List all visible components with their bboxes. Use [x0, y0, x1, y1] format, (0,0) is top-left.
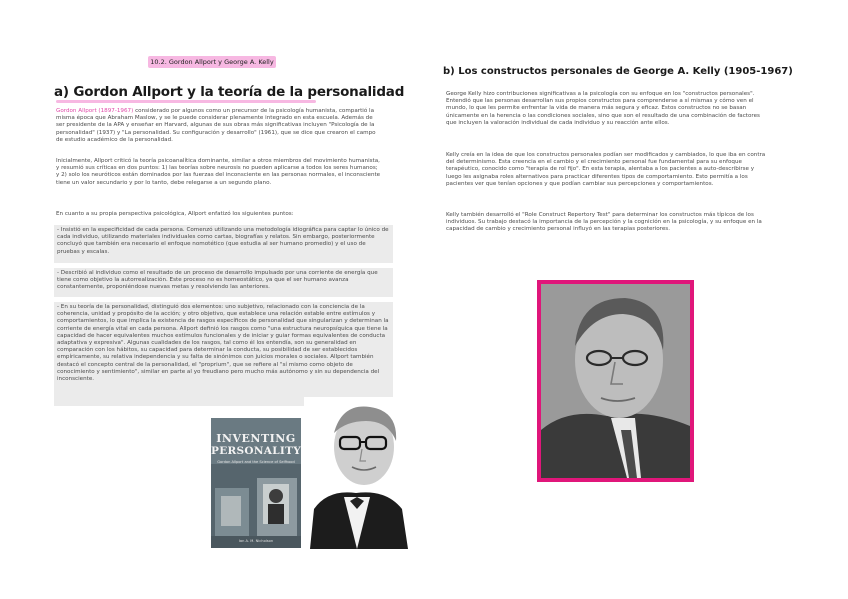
section-tag: 10.2. Gordon Allport y George A. Kelly: [148, 56, 276, 68]
bullet-box-development: [54, 268, 393, 297]
book-title-line2: PERSONALITY: [211, 445, 301, 457]
book-subtitle: Gordon Allport and the Science of Selfhood: [217, 460, 295, 464]
kelly-paragraph-1: George Kelly hizo contribuciones significativas a la psicología con su enfoque en los "constructos personales". Entendió que las personas desarrollan sus propios constructos para comprenderse a sí mismas y cómo ven el mundo, lo que les permite enfrentar la vida de manera más segura y eficaz. Estos constructos no se basan únicamente en la herencia o las condiciones sociales, sino que son el resultado de una combinación de factores que incluyen la valoración individual de cada individuo y su reacción ante ellos.: [446, 91, 760, 126]
bullet-box-traits: [54, 302, 393, 406]
kelly-heading: b) Los constructos personales de George A. Kelly (1905-1967): [443, 66, 793, 77]
allport-critique-paragraph: Inicialmente, Allport criticó la teoría psicoanalítica dominante, similar a otros miembros del movimiento humanista, y resumió sus críticas en dos puntos: 1) las teorías sobre neurosis no pueden aplicarse a todos los seres humanos; y 2) solo los neuróticos están dominados por las fuerzas del inconsciente en las personas normales, el inconsciente tiene un valor secundario y por lo tanto, debe relegarse a un segundo plano.: [56, 158, 381, 186]
allport-intro-text: considerado por algunos como un precursor de la psicología humanista, compartió la misma época que Abraham Maslow, y se le puede considerar plenamente integrado en esta escuela. Además de ser presidente de la APA y enseñar en Harvard, algunas de sus obras más significativas incluyen "Psicología de la personalidad" (1937) y "La personalidad. Su configuración y desarrollo" (1961), que se dice que crearon el campo de estudio académico de la personalidad.: [56, 108, 376, 143]
book-author: Ian A. M. Nicholson: [238, 539, 274, 543]
kelly-paragraph-2: Kelly creía en la idea de que los constructos personales podían ser modificados y cambiados, lo que iba en contra del determinismo. Esta creencia en el cambio y el crecimiento personal fue fundamental para su enfoque terapéutico, conocido como "terapia de rol fijo". En esta terapia, alentaba a los pacientes a auto-describirse y luego les asignaba roles alternativos para practicar diferentes tipos de comportamiento. Esto permitía a los pacientes ver que tenían opciones y que podían cambiar sus percepciones y comportamientos.: [446, 152, 766, 187]
kelly-portrait-art: [537, 280, 694, 482]
bullet-box-specificity: [54, 225, 393, 263]
heading-underline: [56, 100, 316, 103]
allport-portrait: [304, 397, 410, 549]
allport-points-intro: En cuanto a su propia perspectiva psicológica, Allport enfatizó los siguientes puntos:: [56, 211, 294, 217]
kelly-portrait-frame: [537, 280, 694, 482]
book-title-line1: INVENTING: [216, 432, 296, 445]
kelly-paragraph-3: Kelly también desarrolló el "Role Construct Repertory Test" para determinar los constructos más típicos de los individuos. Su trabajo destacó la importancia de la percepción y la cognición en la psicología, y su enfoque en la capacidad de cambio y crecimiento personal influyó en las terapias posteriores.: [446, 212, 762, 233]
allport-intro-paragraph: [56, 108, 381, 144]
bullet-specificity: - Insistió en la especificidad de cada persona. Comenzó utilizando una metodología idiográfica para captar lo único de cada individuo, utilizando materiales individuales como cartas, biografías y relatos. Sin embargo, posteriormente concluyó que también era necesario el enfoque nomotético (que estudia al ser humano promedio) y el uso de pruebas y escalas.: [57, 227, 389, 255]
allport-heading: a) Gordon Allport y la teoría de la personalidad: [54, 84, 405, 100]
allport-portrait-art: [304, 397, 410, 549]
bullet-development: - Describió al individuo como el resultado de un proceso de desarrollo impulsado por una corriente de energía que tiene como objetivo la autorrealización. Este proceso no es homeostático, ya que el ser humano avanza constantemente, proponiéndose nuevas metas y resolviendo las anteriores.: [57, 270, 378, 291]
bullet-traits: - En su teoría de la personalidad, distinguió dos elementos: uno subjetivo, relacionado con la conciencia de la coherencia, unidad y propósito de la acción; y otro objetivo, que establece una relación estable entre estímulos y comportamientos, lo que implica la existencia de rasgos específicos de personalidad que singularizan y determinan la corriente de energía vital en cada persona. Allport definió los rasgos como "una estructura neuropsíquica que tiene la capacidad de hacer equivalentes muchos estímulos funcionales y de iniciar y guiar formas equivalentes de conducta adaptativa y expresiva". Algunas cualidades de los rasgos, tal como él los entendía, son su generalidad en comparación con los hábitos, su capacidad para determinar la conducta, su posibilidad de ser establecidos empíricamente, su relativa independencia y su falta de sinónimos con juicios morales o sociales. Allport también destacó el concepto central de la personalidad, el "proprium", que se refiere al "sí mismo como objeto de conocimiento y sentimiento", similar en parte al yo freudiano pero mucho más autónomo y sin su dependencia del inconsciente.: [57, 304, 389, 383]
book-cover-image: [211, 418, 301, 548]
allport-name: Gordon Allport (1897-1967): [56, 108, 134, 114]
